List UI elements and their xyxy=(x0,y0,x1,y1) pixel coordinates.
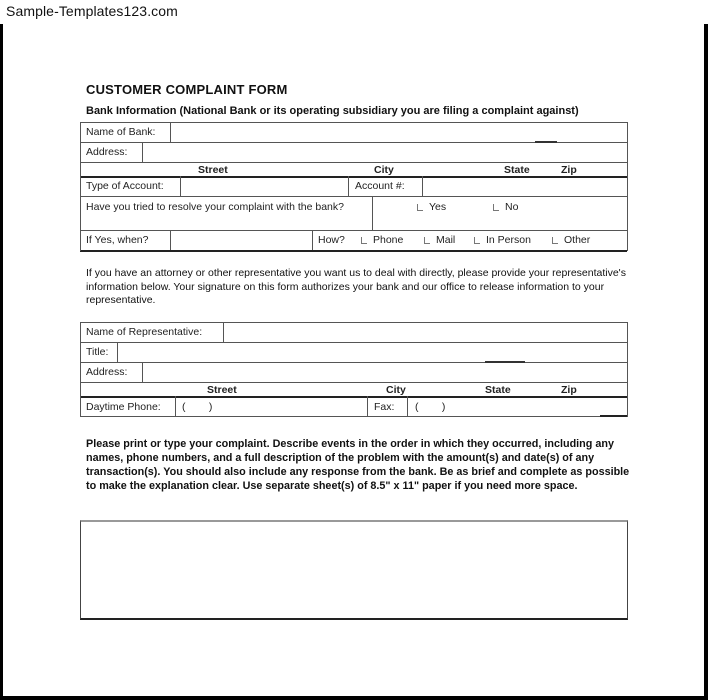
watermark-strip xyxy=(0,0,708,24)
table-rule xyxy=(142,362,143,382)
table-rule xyxy=(422,176,423,196)
table-rule xyxy=(80,122,81,251)
form-title: CUSTOMER COMPLAINT FORM xyxy=(86,82,288,97)
rep-address-state-header: State xyxy=(485,384,511,396)
phone-label: Phone xyxy=(373,234,404,246)
mail-checkbox[interactable] xyxy=(424,237,430,244)
table-rule xyxy=(80,196,627,197)
daytime-phone-field[interactable]: ( ) xyxy=(182,401,213,413)
how-label: How? xyxy=(318,234,345,246)
bank-address-field[interactable] xyxy=(144,143,626,161)
table-rule xyxy=(223,322,224,342)
table-rule xyxy=(80,162,627,163)
how-option-other[interactable] xyxy=(552,234,590,246)
representative-intro-text: If you have an attorney or other representative you want us to deal with directly, please provide your representative's information below. Your signature on this form authorizes your bank and our office to release information to your representative. xyxy=(86,267,626,306)
bank-section-heading: Bank Information (National Bank or its operating subsidiary you are filing a complaint against) xyxy=(86,105,579,117)
table-rule xyxy=(627,122,628,251)
resolve-yes-option[interactable] xyxy=(417,201,446,213)
table-rule xyxy=(170,122,171,142)
table-rule xyxy=(80,416,627,417)
representative-title-label: Title: xyxy=(86,346,109,358)
how-option-phone[interactable] xyxy=(361,234,403,246)
if-yes-when-field[interactable] xyxy=(172,231,311,249)
name-of-bank-label: Name of Bank: xyxy=(86,126,156,138)
rep-address-city-header: City xyxy=(386,384,406,396)
table-rule xyxy=(600,415,627,417)
type-of-account-label: Type of Account: xyxy=(86,180,164,192)
how-option-in-person[interactable] xyxy=(474,234,531,246)
table-rule xyxy=(80,230,627,231)
bank-address-street-header: Street xyxy=(198,164,228,176)
bank-address-city-header: City xyxy=(374,164,394,176)
yes-checkbox[interactable] xyxy=(417,204,423,211)
rep-address-zip-header: Zip xyxy=(561,384,577,396)
representative-name-label: Name of Representative: xyxy=(86,326,203,338)
no-label: No xyxy=(505,201,519,213)
complaint-instructions-text: Please print or type your complaint. Describe events in the order in which they occurred, including any names, phone numbers, and a full description of the problem with the amount(s) and date(s) of any transaction(s). You should also include any response from the bank. Be as brief and complete as possible to make the explanation clear. Use separate sheet(s) of 8.5" x 11" paper if you need more space. xyxy=(86,438,630,492)
if-yes-when-label: If Yes, when? xyxy=(86,234,149,246)
representative-address-field[interactable] xyxy=(144,363,626,381)
other-checkbox[interactable] xyxy=(552,237,558,244)
type-of-account-field[interactable] xyxy=(182,178,347,195)
how-option-mail[interactable] xyxy=(424,234,455,246)
account-number-field[interactable] xyxy=(424,178,626,195)
no-checkbox[interactable] xyxy=(493,204,499,211)
table-rule xyxy=(80,322,81,417)
table-rule xyxy=(80,382,627,383)
bank-address-state-header: State xyxy=(504,164,530,176)
table-rule xyxy=(180,176,181,196)
representative-address-label: Address: xyxy=(86,366,128,378)
table-rule xyxy=(372,196,373,230)
resolve-no-option[interactable] xyxy=(493,201,518,213)
table-rule xyxy=(367,396,368,416)
table-rule xyxy=(407,396,408,416)
table-rule xyxy=(142,142,143,162)
table-rule xyxy=(348,176,349,196)
watermark-text: Sample-Templates123.com xyxy=(6,3,178,19)
table-rule xyxy=(312,230,313,250)
mail-label: Mail xyxy=(436,234,456,246)
table-rule xyxy=(80,396,627,398)
table-rule xyxy=(170,230,171,250)
in-person-label: In Person xyxy=(486,234,531,246)
table-rule xyxy=(627,322,628,417)
fax-field[interactable]: ( ) xyxy=(415,401,446,413)
representative-title-field[interactable] xyxy=(119,343,626,361)
table-rule xyxy=(175,396,176,416)
phone-checkbox[interactable] xyxy=(361,237,367,244)
bank-address-zip-header: Zip xyxy=(561,164,577,176)
complaint-text-area[interactable] xyxy=(80,520,628,620)
yes-label: Yes xyxy=(429,201,447,213)
in-person-checkbox[interactable] xyxy=(474,237,480,244)
name-of-bank-field[interactable] xyxy=(172,123,626,141)
table-rule xyxy=(117,342,118,362)
account-number-label: Account #: xyxy=(355,180,405,192)
rep-address-street-header: Street xyxy=(207,384,237,396)
other-label: Other xyxy=(564,234,591,246)
fax-label: Fax: xyxy=(374,401,395,413)
representative-name-field[interactable] xyxy=(225,323,626,341)
bank-address-label: Address: xyxy=(86,146,128,158)
daytime-phone-label: Daytime Phone: xyxy=(86,401,161,413)
resolve-question-label: Have you tried to resolve your complaint with the bank? xyxy=(86,201,344,213)
table-rule xyxy=(80,250,627,252)
